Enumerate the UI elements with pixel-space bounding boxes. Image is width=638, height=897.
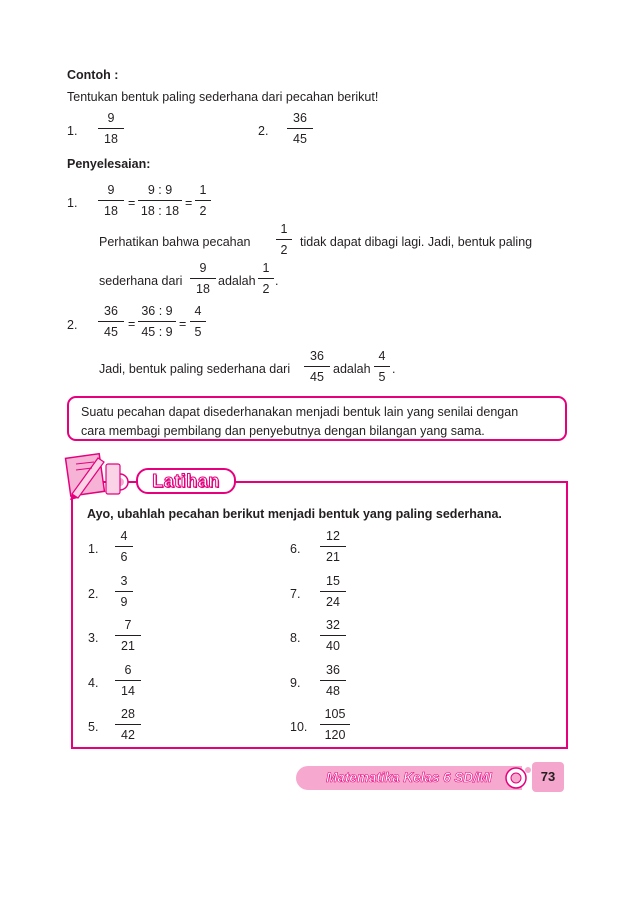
explanation-fraction [304,348,330,385]
solution-2-fraction-c [190,303,206,340]
fraction-bar [195,200,211,201]
solution-2-fraction-a [98,303,124,340]
exercise-3-number: 3. [88,631,99,645]
rule-note-line-2: cara membagi pembilang dan penyebutnya dengan bilangan yang sama. [81,424,485,438]
explanation-fraction [276,221,292,258]
numerator: 6 [124,663,132,677]
equals-sign: = [128,317,136,331]
exercise-4-number: 4. [88,676,99,690]
solution-2-fraction-b [138,303,176,340]
numerator: 9 [107,111,115,125]
denominator: 18 [196,282,210,296]
numerator: 7 [124,618,132,632]
denominator: 14 [121,684,135,698]
penyelesaian-heading: Penyelesaian: [67,157,151,171]
numerator: 1 [262,261,270,275]
equals-sign: = [185,196,193,210]
numerator: 9 [107,183,115,197]
solution-1-fraction-b [138,182,182,219]
exercise-4-fraction [115,662,141,699]
contoh-instruction: Tentukan bentuk paling sederhana dari pecahan berikut! [67,90,379,104]
denominator: 21 [326,550,340,564]
exercise-3-fraction [115,617,141,654]
decorative-circles-icon [502,762,532,794]
solution-1-explanation-d: adalah [218,274,256,288]
fraction-bar [115,591,133,592]
fraction-bar [115,546,133,547]
fraction-bar [115,724,141,725]
numerator: 32 [326,618,340,632]
rule-note-line-1: Suatu pecahan dapat disederhanakan menjadi bentuk lain yang senilai dengan [81,405,519,419]
denominator: 40 [326,639,340,653]
fraction-bar [98,200,124,201]
denominator: 45 [293,132,307,146]
fraction-bar [190,278,216,279]
numerator: 36 : 9 [141,304,173,318]
fraction-bar [276,239,292,240]
denominator: 5 [194,325,202,339]
denominator: 21 [121,639,135,653]
numerator: 28 [121,707,135,721]
numerator: 4 [194,304,202,318]
denominator: 45 : 9 [141,325,173,339]
denominator: 120 [324,728,346,742]
exercise-6-number: 6. [290,542,301,556]
solution-2-explanation-b: adalah [333,362,371,376]
book-title-footer: Matematika Kelas 6 SD/MI [296,766,522,790]
denominator: 48 [326,684,340,698]
solution-2-explanation-a: Jadi, bentuk paling sederhana dari [99,362,291,376]
fraction-bar [320,591,346,592]
contoh-item-2-fraction [287,110,313,147]
equals-sign: = [179,317,187,331]
exercise-10-fraction [320,706,350,743]
denominator: 24 [326,595,340,609]
period: . [392,362,396,376]
exercise-9-fraction [320,662,346,699]
denominator: 18 [104,204,118,218]
explanation-fraction [374,348,390,385]
pencil-ruler-icon [64,450,144,502]
numerator: 12 [326,529,340,543]
contoh-item-1-number: 1. [67,124,78,138]
contoh-heading: Contoh : [67,68,119,82]
numerator: 4 [120,529,128,543]
equals-sign: = [128,196,136,210]
numerator: 36 [310,349,324,363]
numerator: 36 [326,663,340,677]
fraction-bar [287,128,313,129]
denominator: 45 [104,325,118,339]
fraction-bar [304,366,330,367]
denominator: 9 [120,595,128,609]
exercise-6-fraction [320,528,346,565]
numerator: 1 [199,183,207,197]
numerator: 9 : 9 [147,183,173,197]
denominator: 2 [199,204,207,218]
solution-1-explanation-c: sederhana dari [99,274,183,288]
denominator: 5 [378,370,386,384]
denominator: 6 [120,550,128,564]
fraction-bar [374,366,390,367]
numerator: 9 [199,261,207,275]
fraction-bar [320,724,350,725]
exercise-10-number: 10. [290,720,308,734]
exercise-9-number: 9. [290,676,301,690]
latihan-title: Latihan [136,468,236,494]
latihan-instruction: Ayo, ubahlah pecahan berikut menjadi bentuk yang paling sederhana. [87,507,502,521]
fraction-bar [258,278,274,279]
explanation-fraction [190,260,216,297]
numerator: 3 [120,574,128,588]
denominator: 18 : 18 [140,204,180,218]
fraction-bar [98,128,124,129]
fraction-bar [320,635,346,636]
fraction-bar [98,321,124,322]
numerator: 15 [326,574,340,588]
exercise-5-fraction [115,706,141,743]
denominator: 42 [121,728,135,742]
solution-2-number: 2. [67,318,78,332]
fraction-bar [320,680,346,681]
solution-1-explanation-a: Perhatikan bahwa pecahan [99,235,251,249]
exercise-7-fraction [320,573,346,610]
fraction-bar [320,546,346,547]
fraction-bar [115,680,141,681]
denominator: 18 [104,132,118,146]
page-number: 73 [532,762,564,792]
numerator: 4 [378,349,386,363]
rule-note-box [67,396,567,441]
exercise-2-number: 2. [88,587,99,601]
numerator: 36 [293,111,307,125]
exercise-8-number: 8. [290,631,301,645]
exercise-1-fraction [115,528,133,565]
exercise-5-number: 5. [88,720,99,734]
solution-1-explanation-b: tidak dapat dibagi lagi. Jadi, bentuk paling [300,235,533,249]
exercise-7-number: 7. [290,587,301,601]
denominator: 2 [280,243,288,257]
numerator: 105 [324,707,346,721]
numerator: 1 [280,222,288,236]
numerator: 36 [104,304,118,318]
period: . [275,274,279,288]
exercise-2-fraction [115,573,133,610]
denominator: 2 [262,282,270,296]
fraction-bar [190,321,206,322]
fraction-bar [115,635,141,636]
exercise-1-number: 1. [88,542,99,556]
solution-1-fraction-c [195,182,211,219]
fraction-bar [138,321,176,322]
contoh-item-2-number: 2. [258,124,269,138]
exercise-8-fraction [320,617,346,654]
solution-1-fraction-a [98,182,124,219]
contoh-item-1-fraction [98,110,124,147]
explanation-fraction [258,260,274,297]
denominator: 45 [310,370,324,384]
solution-1-number: 1. [67,196,78,210]
fraction-bar [138,200,182,201]
